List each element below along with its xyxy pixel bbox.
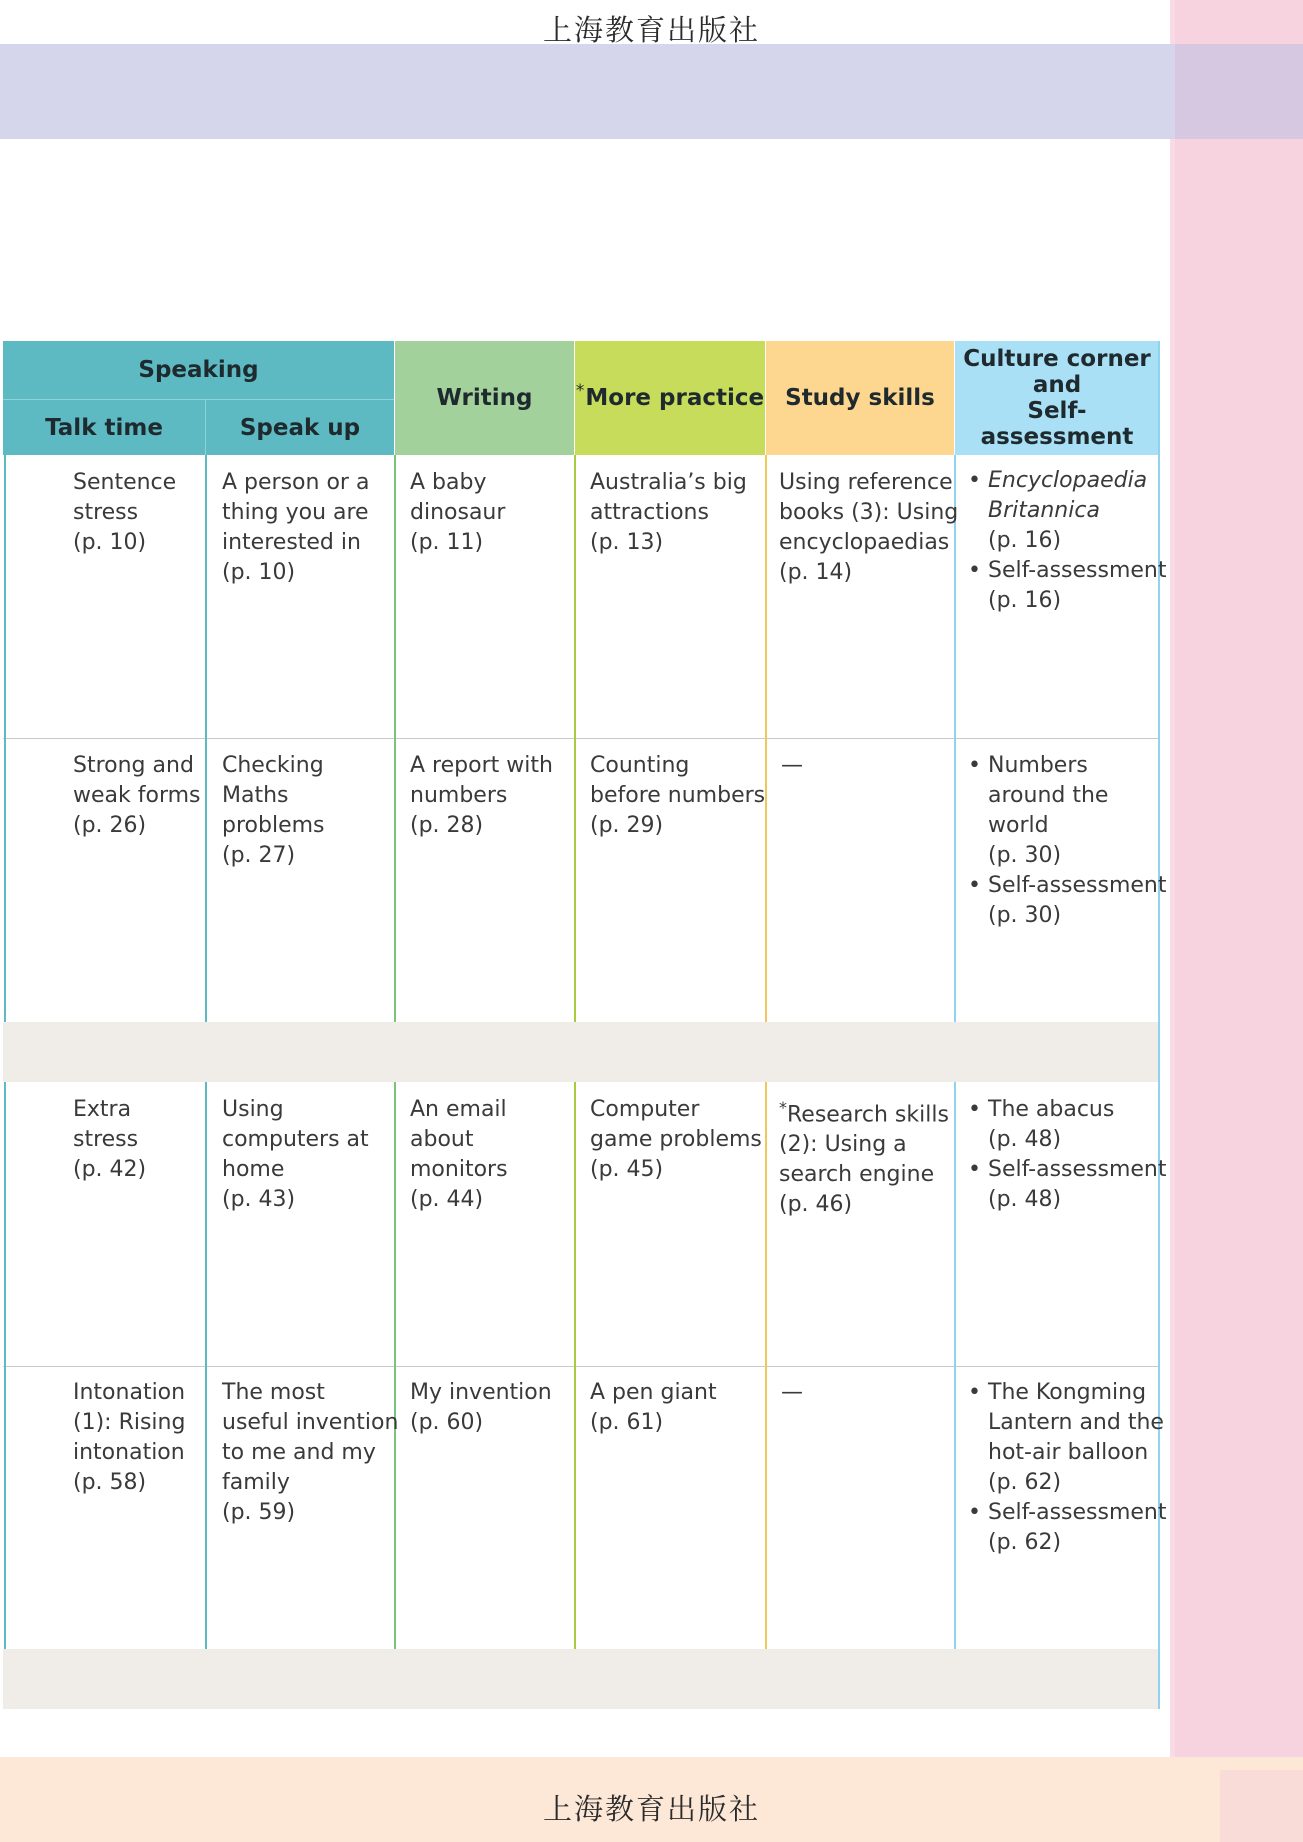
bullet-item [966,751,1167,871]
cell-line: (p. 59) [222,1500,296,1525]
cell-line: (p. 62) [988,1530,1062,1555]
cell-line: stress [73,500,139,525]
cell-line: home [222,1157,285,1182]
cell-line: • Self-assessment [988,1157,1167,1182]
cell-line: monitors [410,1157,508,1182]
cell-line: useful invention [222,1410,399,1435]
cell-line: Using [222,1097,284,1122]
cell-line: (p. 45) [590,1157,664,1182]
header-speaking-label: Speaking [138,357,259,383]
cell-line: (p. 10) [73,530,147,555]
cell-line: about [410,1127,474,1152]
cell-line: interested in [222,530,361,555]
cell-more-practice [590,1378,717,1438]
cell-line: (p. 10) [222,560,296,585]
header-more-practice [575,341,765,455]
cell-line: (p. 44) [410,1187,484,1212]
cell-culture-corner [966,1095,1167,1215]
header-culture-line3: Self-assessment [980,398,1134,450]
cell-writing [410,751,553,841]
cell-writing [410,1095,508,1215]
cell-line: A person or a [222,470,370,495]
header-writing [395,341,574,455]
column-divider [205,1082,207,1649]
column-divider [574,1082,576,1649]
cell-line: • The abacus [988,1097,1115,1122]
cell-line: encyclopaedias [779,530,950,555]
cell-line: Intonation [73,1380,186,1405]
asterisk-mark: * [575,381,585,402]
column-divider [574,455,576,1022]
cell-more-practice [590,1095,762,1185]
cell-line: (p. 16) [988,588,1062,613]
header-talk-time-label: Talk time [45,414,163,441]
bullet-item [966,466,1167,556]
header-study-skills-label: Study skills [785,385,935,411]
cell-line: • Encyclopaedia [988,468,1148,493]
cell-line: • Numbers [988,753,1088,778]
column-divider [394,1082,396,1649]
cell-line: around the [988,783,1109,808]
cell-line: A pen giant [590,1380,717,1405]
cell-line: Research skills [787,1102,949,1128]
cell-line: (p. 58) [73,1470,147,1495]
cell-line: books (3): Using [779,500,959,525]
cell-more-practice [590,468,747,558]
section-separator [3,1022,1159,1082]
header-more-practice-label: More practice [585,385,765,411]
cell-line: • The Kongming [988,1380,1147,1405]
cell-study-skills [781,751,803,781]
cell-line: An email [410,1097,507,1122]
cell-line: search engine [779,1162,935,1188]
bullet-item [966,1378,1167,1498]
cell-talk-time [73,1378,185,1498]
cell-line: — [781,1380,803,1405]
cell-talk-time [73,751,201,841]
cell-line: (p. 61) [590,1410,664,1435]
cell-line: (p. 29) [590,813,664,838]
cell-speak-up [222,468,369,588]
column-divider [765,455,767,1022]
cell-culture-corner [966,751,1167,931]
cell-line: Maths [222,783,289,808]
cell-speak-up [222,1095,369,1215]
header-writing-label: Writing [436,385,533,411]
bullet-item [966,871,1167,931]
cell-line: problems [222,813,325,838]
column-divider [4,1082,6,1649]
cell-speak-up [222,1378,398,1528]
cell-line: Sentence [73,470,177,495]
cell-line: computers at [222,1127,369,1152]
cell-line: • Self-assessment [988,1500,1167,1525]
cell-line: (p. 30) [988,903,1062,928]
cell-line: The most [222,1380,325,1405]
cell-more-practice [590,751,765,841]
cell-line: (p. 60) [410,1410,484,1435]
cell-culture-corner [966,1378,1167,1558]
cell-writing [410,468,505,558]
cell-line: (p. 26) [73,813,147,838]
header-culture-line2: and [1032,372,1082,398]
cell-line: A baby [410,470,487,495]
cell-study-skills [779,1093,949,1220]
cell-line: (p. 48) [988,1187,1062,1212]
header-talk-time [3,400,206,455]
cell-line: Checking [222,753,324,778]
cell-line: (p. 62) [988,1470,1062,1495]
cell-line: (p. 13) [590,530,664,555]
cell-line: Counting [590,753,690,778]
column-divider [954,1082,956,1649]
publisher-header: 上海教育出版社 [542,13,760,47]
cell-line: (1): Rising [73,1410,186,1435]
bullet-item [966,1498,1167,1558]
cell-line: Lantern and the [988,1410,1164,1435]
column-divider [394,455,396,1022]
header-speaking [3,341,394,400]
cell-talk-time [73,468,176,558]
cell-line: A report with [410,753,553,778]
cell-study-skills [781,1378,803,1408]
column-divider [4,455,6,1022]
header-speak-up [206,400,394,455]
cell-speak-up [222,751,325,871]
cell-line: • Self-assessment [988,873,1167,898]
cell-line: (p. 27) [222,843,296,868]
cell-line: (p. 14) [779,560,853,585]
cell-line: (p. 43) [222,1187,296,1212]
header-culture-corner [955,341,1159,455]
bullet-item [966,1095,1167,1155]
cell-line: (p. 16) [988,528,1062,553]
cell-line: numbers [410,783,508,808]
cell-line: family [222,1470,290,1495]
cell-line: (2): Using a [779,1132,907,1158]
cell-line: stress [73,1127,139,1152]
cell-line: (p. 11) [410,530,484,555]
publisher-footer: 上海教育出版社 [542,1792,760,1826]
section-separator [3,1649,1159,1709]
cell-line: hot-air balloon [988,1440,1149,1465]
header-speak-up-label: Speak up [239,414,361,441]
asterisk-mark: * [779,1098,787,1117]
bullet-item [966,1155,1167,1215]
cell-talk-time [73,1095,146,1185]
cell-line: Extra [73,1097,132,1122]
cell-line: Britannica [988,498,1100,523]
cell-line: Using reference [779,470,953,495]
cell-line: to me and my [222,1440,376,1465]
cell-line: dinosaur [410,500,506,525]
cell-line: thing you are [222,500,369,525]
cell-line: (p. 42) [73,1157,147,1182]
cell-line: (p. 28) [410,813,484,838]
cell-line: My invention [410,1380,552,1405]
cell-line: (p. 48) [988,1127,1062,1152]
cell-line: Strong and [73,753,194,778]
bullet-item [966,556,1167,616]
cell-line: Computer [590,1097,700,1122]
cell-line: • Self-assessment [988,558,1167,583]
cell-study-skills [779,468,958,588]
column-divider [765,1082,767,1649]
cell-line: world [988,813,1049,838]
cell-line: Australia’s big [590,470,747,495]
cell-culture-corner [966,466,1167,616]
cell-line: (p. 46) [779,1192,853,1218]
cell-line: game problems [590,1127,762,1152]
header-culture-line1: Culture corner [963,346,1151,372]
column-divider [205,455,207,1022]
cell-line: weak forms [73,783,201,808]
cell-writing [410,1378,552,1438]
header-study-skills [766,341,954,455]
cell-line: (p. 30) [988,843,1062,868]
cell-line: before numbers [590,783,766,808]
cell-line: intonation [73,1440,185,1465]
cell-line: — [781,753,803,778]
row-divider [3,738,1159,739]
row-divider [3,1366,1159,1367]
cell-line: attractions [590,500,709,525]
